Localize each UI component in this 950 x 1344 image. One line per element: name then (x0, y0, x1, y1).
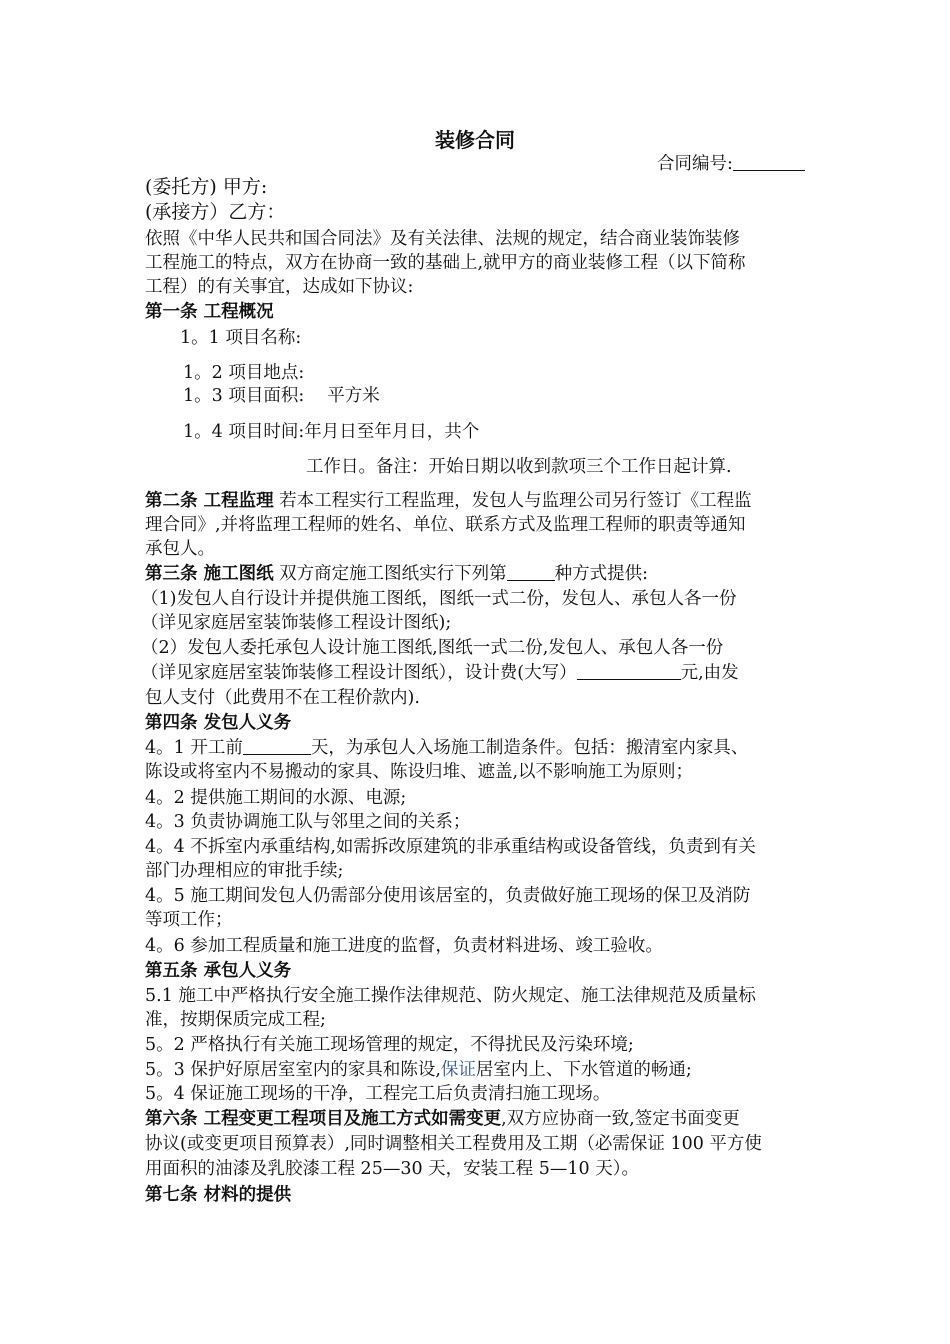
article-4-heading: 第四条 发包人义务 (145, 713, 292, 733)
days-blank (243, 736, 311, 755)
art4-line-6: 部门办理相应的审批手续; (145, 861, 344, 881)
article-3-line-5 (141, 661, 739, 685)
art5-line-2: 准，按期保质完成工程; (145, 1010, 326, 1030)
contract-number-blank (733, 152, 805, 171)
intro-line-1: 依照《中华人民共和国合同法》及有关法律、法规的规定，结合商业装饰装修 (145, 229, 740, 249)
article-6-heading: 第六条 工程变更工程项目及施工方式如需变更 (145, 1109, 502, 1129)
art4-line-2: 陈设或将室内不易搬动的家具、陈设归堆、遮盖,以不影响施工为原则； (145, 762, 694, 782)
party-a: (委托方) 甲方: (145, 176, 268, 198)
design-fee-blank (577, 661, 681, 680)
party-b: (承接方）乙方： (145, 201, 286, 223)
art4-line-3: 4。2 提供施工期间的水源、电源; (145, 788, 407, 808)
contract-number-label: 合同编号: (657, 154, 733, 174)
art5-line-4-b: 居室内上、下水管道的畅通; (475, 1060, 692, 1080)
art5-line-1: 5.1 施工中严格执行安全施工操作法律规范、防火规定、施工法律规范及质量标 (145, 986, 756, 1006)
article-5-heading: 第五条 承包人义务 (145, 961, 292, 981)
article-1-heading: 第一条 工程概况 (145, 302, 274, 322)
art4-line-1-b: 天，为承包人入场施工制造条件。包括：搬清室内家具、 (310, 738, 749, 758)
document-title: 装修合同 (435, 128, 515, 152)
art5-line-3: 5。2 严格执行有关施工现场管理的规定，不得扰民及污染环境; (145, 1035, 634, 1055)
art4-line-1 (145, 736, 748, 760)
art5-line-5: 5。4 保证施工现场的干净，工程完工后负责清扫施工现场。 (145, 1084, 611, 1104)
art1-item-3: 1。3 项目面积: 平方米 (183, 386, 380, 406)
article-3-text-a: 双方商定施工图纸实行下列第 (279, 564, 507, 584)
article-6-line-3: 用面积的油漆及乳胶漆工程 25—30 天，安装工程 5—10 天）。 (145, 1159, 639, 1179)
art5-line-4 (145, 1058, 692, 1082)
intro-line-3: 工程）的有关事宜，达成如下协议: (145, 277, 414, 297)
article-3-line-2: （1)发包人自行设计并提供施工图纸，图纸一式二份，发包人、承包人各一份 (141, 589, 737, 609)
art4-line-7: 4。5 施工期间发包人仍需部分使用该居室的，负责做好施工现场的保卫及消防 (145, 886, 751, 906)
article-3-line-6: 包人支付（此费用不在工程价款内). (145, 688, 420, 708)
article-6-line-1 (145, 1107, 740, 1131)
article-3-line-4: （2）发包人委托承包人设计施工图纸,图纸一式二份,发包人、承包人各一份 (141, 638, 724, 658)
art4-line-8: 等项工作； (145, 910, 233, 930)
article-3-line-3: （详见家庭居室装饰装修工程设计图纸); (141, 613, 452, 633)
article-2-text: 若本工程实行工程监理，发包人与监理公司另行签订《工程监 (279, 491, 752, 511)
method-blank (507, 562, 555, 581)
article-2-line-3: 承包人。 (145, 539, 215, 559)
article-2-line-2: 理合同》,并将监理工程师的姓名、单位、联系方式及监理工程师的职责等通知 (145, 515, 746, 535)
art4-line-5: 4。4 不拆室内承重结构,如需拆改原建筑的非承重结构或设备管线，负责到有关 (145, 837, 756, 857)
guarantee-link[interactable]: 保证 (440, 1060, 476, 1080)
article-6-line-2: 协议(或变更项目预算表）,同时调整相关工程费用及工期（必需保证 100 平方使 (145, 1134, 762, 1154)
art1-item-4-cont: 工作日。备注：开始日期以收到款项三个工作日起计算. (306, 457, 732, 477)
article-2-heading: 第二条 工程监理 (145, 491, 274, 511)
article-3-line-1 (145, 562, 648, 586)
article-2-line-1 (145, 489, 752, 513)
article-6-text: ,双方应协商一致,签定书面变更 (501, 1109, 740, 1129)
art4-line-1-a: 4。1 开工前 (145, 738, 243, 758)
art4-line-9: 4。6 参加工程质量和施工进度的监督，负责材料进场、竣工验收。 (145, 936, 663, 956)
art5-line-4-a: 5。3 保护好原居室室内的家具和陈设, (145, 1060, 441, 1080)
contract-number (657, 150, 805, 175)
intro-line-2: 工程施工的特点，双方在协商一致的基础上,就甲方的商业装修工程（以下简称 (145, 253, 746, 273)
art1-item-1: 1。1 项目名称: (180, 328, 302, 348)
art4-line-4: 4。3 负责协调施工队与邻里之间的关系； (145, 812, 471, 832)
article-3-text-b: 种方式提供: (554, 564, 649, 584)
art1-item-4: 1。4 项目时间:年月日至年月日，共个 (183, 422, 480, 442)
art1-item-2: 1。2 项目地点: (183, 363, 305, 383)
article-3-heading: 第三条 施工图纸 (145, 564, 274, 584)
article-3-line-5-b: 元,由发 (680, 663, 739, 683)
article-3-line-5-a: （详见家庭居室装饰装修工程设计图纸），设计费(大写） (141, 663, 577, 683)
article-7-heading: 第七条 材料的提供 (145, 1185, 292, 1205)
